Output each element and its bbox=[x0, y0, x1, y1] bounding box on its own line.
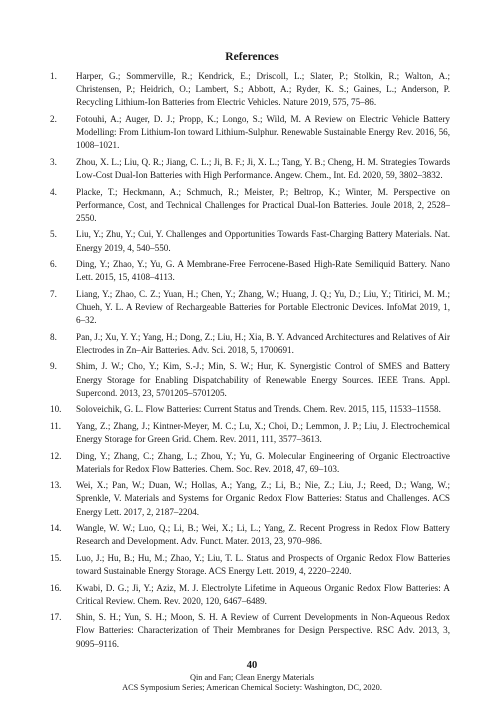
page-number: 40 bbox=[246, 660, 258, 671]
reference-text: Yang, Z.; Zhang, J.; Kintner-Meyer, M. C.; Lu, X.; Choi, D.; Lemmon, J. P.; Liu, J. Electrochemical Energy Storage for Green Grid. Chem. Rev. 2011, 111, 3577–3613. bbox=[76, 420, 450, 445]
reference-text: Soloveichik, G. L. Flow Batteries: Current Status and Trends. Chem. Rev. 2015, 115, 11533–11558. bbox=[76, 404, 441, 415]
reference-item bbox=[50, 288, 450, 328]
reference-text: Liu, Y.; Zhu, Y.; Cui, Y. Challenges and Opportunities Towards Fast-Charging Battery Materials. Nat. Energy 2019, 4, 540–550. bbox=[76, 229, 450, 253]
reference-text: Liang, Y.; Zhao, C. Z.; Yuan, H.; Chen, Y.; Zhang, W.; Huang, J. Q.; Yu, D.; Liu, Y.; Titirici, M. M.; Chueh, Y. L. A Review of Rechargeable Batteries for Portable Electronic Devices. InfoMat 2019, 1, 6–32. bbox=[76, 288, 450, 326]
reference-number: 7. bbox=[50, 288, 57, 299]
reference-item bbox=[50, 258, 450, 284]
reference-text: Shim, J. W.; Cho, Y.; Kim, S.-J.; Min, S. W.; Hur, K. Synergistic Control of SMES and Battery Energy Storage for Enabling Dispatchability of Renewable Energy Sources. IEEE Trans. Appl. Supercond. 2013, 23, 5701205–5701205. bbox=[76, 361, 450, 398]
reference-number: 14. bbox=[50, 523, 62, 534]
reference-item bbox=[50, 228, 450, 254]
footer-publisher: ACS Symposium Series; American Chemical Society: Washington, DC, 2020. bbox=[122, 683, 382, 692]
reference-number: 4. bbox=[50, 186, 57, 197]
reference-text: Fotouhi, A.; Auger, D. J.; Propp, K.; Longo, S.; Wild, M. A Review on Electric Vehicle Battery Modelling: From Lithium-Ion toward Lithium-Sulphur. Renewable Sustainable Energy Rev. 2016, 56, 1008–1021. bbox=[76, 113, 450, 151]
reference-item bbox=[50, 403, 450, 416]
reference-item bbox=[50, 522, 450, 548]
reference-text: Ding, Y.; Zhao, Y.; Yu, G. A Membrane-Free Ferrocene-Based High-Rate Semiliquid Battery. Nano Lett. 2015, 15, 4108–4113. bbox=[76, 259, 450, 283]
reference-number: 5. bbox=[50, 229, 57, 240]
reference-text: Ding, Y.; Zhang, C.; Zhang, L.; Zhou, Y.; Yu, G. Molecular Engineering of Organic Electroactive Materials for Redox Flow Batteries. Chem. Soc. Rev. 2018, 47, 69–103. bbox=[76, 450, 450, 474]
reference-item bbox=[50, 611, 450, 651]
reference-text: Kwabi, D. G.; Ji, Y.; Aziz, M. J. Electrolyte Lifetime in Aqueous Organic Redox Flow Batteries: A Critical Review. Chem. Rev. 2020, 120, 6467–6489. bbox=[76, 582, 450, 606]
reference-text: Zhou, X. L.; Liu, Q. R.; Jiang, C. L.; Ji, B. F.; Ji, X. L.; Tang, Y. B.; Cheng, H. M. Strategies Towards Low-Cost Dual-Ion Batteries with High Performance. Angew. Chem., Int. Ed. 2020, 59, 3802–3832. bbox=[76, 156, 450, 181]
reference-item bbox=[50, 331, 450, 357]
reference-item bbox=[50, 360, 450, 400]
reference-item bbox=[50, 113, 450, 153]
references-heading: References bbox=[225, 51, 279, 63]
reference-list bbox=[50, 70, 450, 654]
reference-number: 6. bbox=[50, 259, 57, 270]
reference-item bbox=[50, 156, 450, 182]
footer-book-title: Qin and Fan; Clean Energy Materials bbox=[189, 673, 315, 682]
reference-number: 15. bbox=[50, 552, 62, 563]
reference-number: 8. bbox=[50, 331, 57, 342]
reference-item bbox=[50, 450, 450, 476]
reference-text: Harper, G.; Sommerville, R.; Kendrick, E.; Driscoll, L.; Slater, P.; Stolkin, R.; Walton, A.; Christensen, P.; Heidrich, O.; Lambert, S.; Abbott, A.; Ryder, K. S.; Gaines, L.; Anderson, P. Recycling Lithium-Ion Batteries from Electric Vehicles. Nature 2019, 575, 75–86. bbox=[76, 71, 450, 108]
reference-number: 2. bbox=[50, 113, 57, 124]
reference-item bbox=[50, 552, 450, 578]
reference-number: 13. bbox=[50, 480, 62, 491]
reference-item bbox=[50, 420, 450, 446]
reference-number: 9. bbox=[50, 361, 57, 372]
reference-number: 11. bbox=[50, 420, 62, 431]
reference-item bbox=[50, 70, 450, 110]
reference-number: 17. bbox=[50, 612, 62, 623]
reference-number: 16. bbox=[50, 582, 62, 593]
reference-number: 3. bbox=[50, 156, 57, 167]
reference-number: 12. bbox=[50, 450, 62, 461]
reference-text: Pan, J.; Xu, Y. Y.; Yang, H.; Dong, Z.; Liu, H.; Xia, B. Y. Advanced Architectures and Relatives of Air Electrodes in Zn–Air Batteries. Adv. Sci. 2018, 5, 1700691. bbox=[76, 331, 450, 355]
reference-text: Shin, S. H.; Yun, S. H.; Moon, S. H. A Review of Current Developments in Non-Aqueous Redox Flow Batteries: Characterization of Their Membranes for Design Perspective. RSC Adv. 2013, 3, 9095–9116. bbox=[76, 612, 450, 649]
reference-text: Luo, J.; Hu, B.; Hu, M.; Zhao, Y.; Liu, T. L. Status and Prospects of Organic Redox Flow Batteries toward Sustainable Energy Storage. ACS Energy Lett. 2019, 4, 2220–2240. bbox=[76, 552, 450, 577]
reference-item bbox=[50, 479, 450, 519]
reference-item bbox=[50, 582, 450, 608]
reference-text: Wei, X.; Pan, W.; Duan, W.; Hollas, A.; Yang, Z.; Li, B.; Nie, Z.; Liu, J.; Reed, D.; Wang, W.; Sprenkle, V. Materials and Systems for Organic Redox Flow Batteries: Status and Challenges. ACS Energy Lett. 2017, 2, 2187–2204. bbox=[76, 480, 450, 517]
reference-text: Placke, T.; Heckmann, A.; Schmuch, R.; Meister, P.; Beltrop, K.; Winter, M. Perspective on Performance, Cost, and Technical Challenges for Practical Dual-Ion Batteries. Joule 2018, 2, 2528–2550. bbox=[76, 186, 450, 223]
reference-text: Wangle, W. W.; Luo, Q.; Li, B.; Wei, X.; Li, L.; Yang, Z. Recent Progress in Redox Flow Battery Research and Development. Adv. Funct. Mater. 2013, 23, 970–986. bbox=[76, 523, 450, 547]
reference-number: 1. bbox=[50, 71, 57, 81]
reference-item bbox=[50, 186, 450, 226]
reference-number: 10. bbox=[50, 404, 62, 415]
